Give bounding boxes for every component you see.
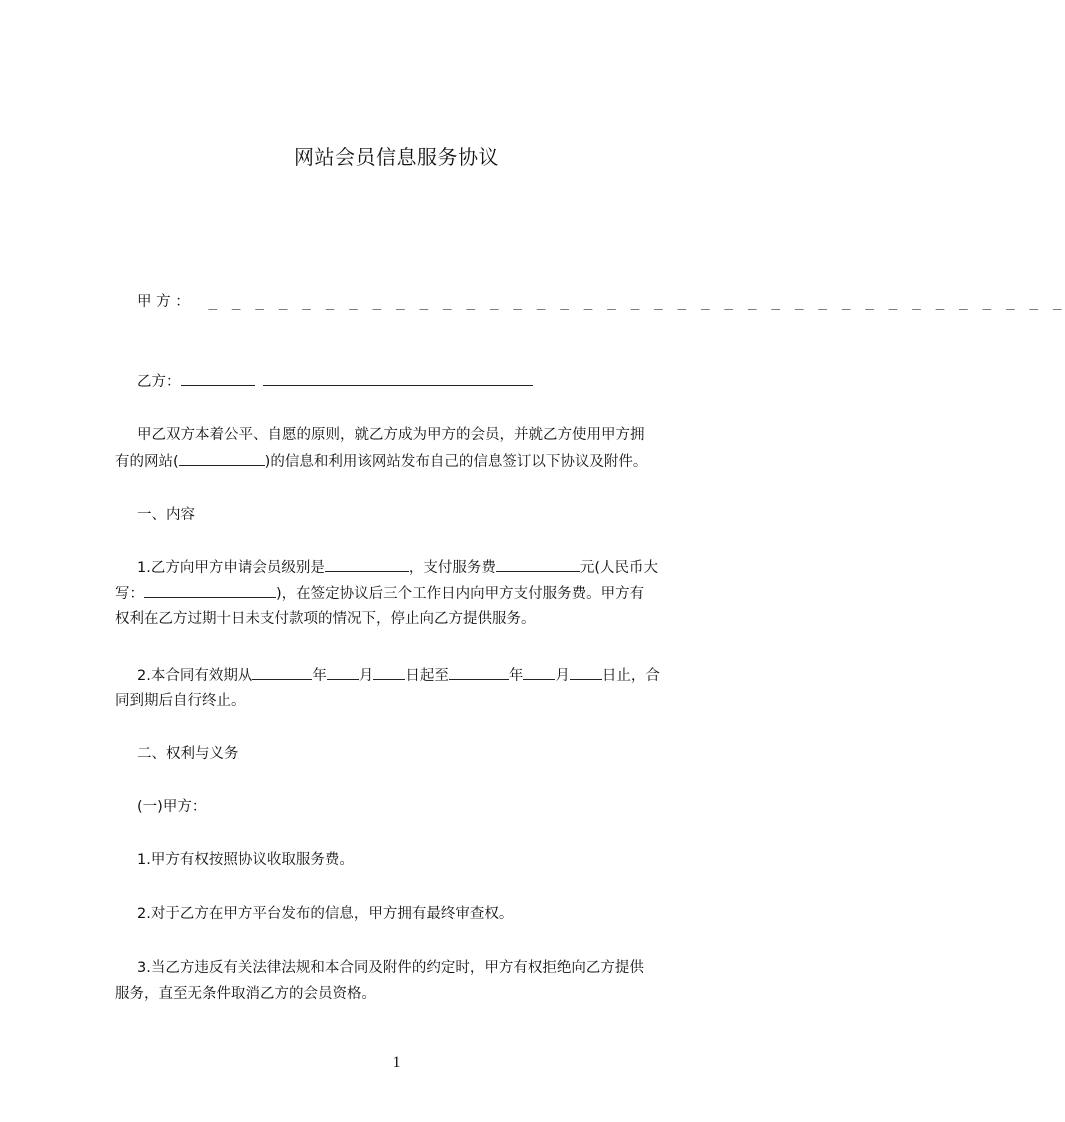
- s1-item2-line-2: 同到期后自行终止。: [115, 693, 246, 709]
- page-number: 1: [392, 1054, 401, 1071]
- s2-item2: 2.对于乙方在甲方平台发布的信息，甲方拥有最终审查权。: [137, 906, 514, 922]
- section-2-heading: 二、权利与义务: [137, 746, 239, 762]
- start-month-blank: [327, 662, 359, 680]
- party-a-blank: _ _ _ _ _ _ _ _ _ _ _ _ _ _ _ _ _ _ _ _ _ _ _ _ _ _ _ _ _ _ _ _ _ _ _ _ _: [208, 294, 1065, 310]
- preamble-text-a: 有的网站(: [115, 454, 179, 470]
- amount-in-words-blank: [144, 580, 276, 598]
- s1-item1-text-a: 1.乙方向甲方申请会员级别是: [137, 560, 325, 576]
- party-b-blank-1: [181, 368, 255, 386]
- s1-item1-line-2: [115, 580, 644, 607]
- s1-item1-text-b: ，支付服务费: [408, 560, 496, 576]
- section-1-heading: 一、内容: [137, 507, 195, 523]
- s1-item2-text-a: 2.本合同有效期从: [137, 668, 253, 684]
- party-a-label: 甲 方 ：: [137, 294, 190, 310]
- s1-item1-line-1: [137, 554, 658, 581]
- start-year-blank: [252, 662, 312, 680]
- party-b-label: 乙方：: [137, 374, 181, 390]
- party-b-line: [137, 368, 533, 395]
- sub-heading-party-a: (一)甲方：: [137, 799, 207, 815]
- s1-item1-text-c: 元(人民币大: [579, 560, 659, 576]
- party-b-blank-2: [263, 368, 533, 386]
- end-month-label: 月: [555, 668, 570, 684]
- preamble-line-2: [115, 448, 647, 475]
- start-day-label: 日起至: [405, 668, 449, 684]
- end-day-label: 日止，合: [601, 668, 660, 684]
- document-title: 网站会员信息服务协议: [294, 145, 499, 169]
- start-day-blank: [373, 662, 405, 680]
- s2-item1: 1.甲方有权按照协议收取服务费。: [137, 852, 354, 868]
- end-year-blank: [449, 662, 509, 680]
- start-year-label: 年: [312, 668, 327, 684]
- service-fee-blank: [496, 554, 580, 572]
- s1-item1-text-e: )，在签定协议后三个工作日内向甲方支付服务费。甲方有: [276, 586, 645, 602]
- s1-item1-text-d: 写：: [115, 586, 144, 602]
- preamble-text-b: )的信息和利用该网站发布自己的信息签订以下协议及附件。: [264, 454, 648, 470]
- preamble-line-1: 甲乙双方本着公平、自愿的原则，就乙方成为甲方的会员，并就乙方使用甲方拥: [137, 427, 645, 443]
- end-year-label: 年: [508, 668, 524, 684]
- start-month-label: 月: [358, 668, 374, 684]
- website-blank: [179, 448, 265, 466]
- end-day-blank: [570, 662, 602, 680]
- member-level-blank: [325, 554, 409, 572]
- end-month-blank: [523, 662, 555, 680]
- s2-item3-line-1: 3.当乙方违反有关法律法规和本合同及附件的约定时，甲方有权拒绝向乙方提供: [137, 960, 644, 976]
- s1-item1-line-3: 权利在乙方过期十日未支付款项的情况下，停止向乙方提供服务。: [115, 611, 536, 627]
- party-a-line: [137, 289, 1065, 315]
- s2-item3-line-2: 服务，直至无条件取消乙方的会员资格。: [115, 986, 376, 1002]
- s1-item2-line-1: [137, 662, 660, 689]
